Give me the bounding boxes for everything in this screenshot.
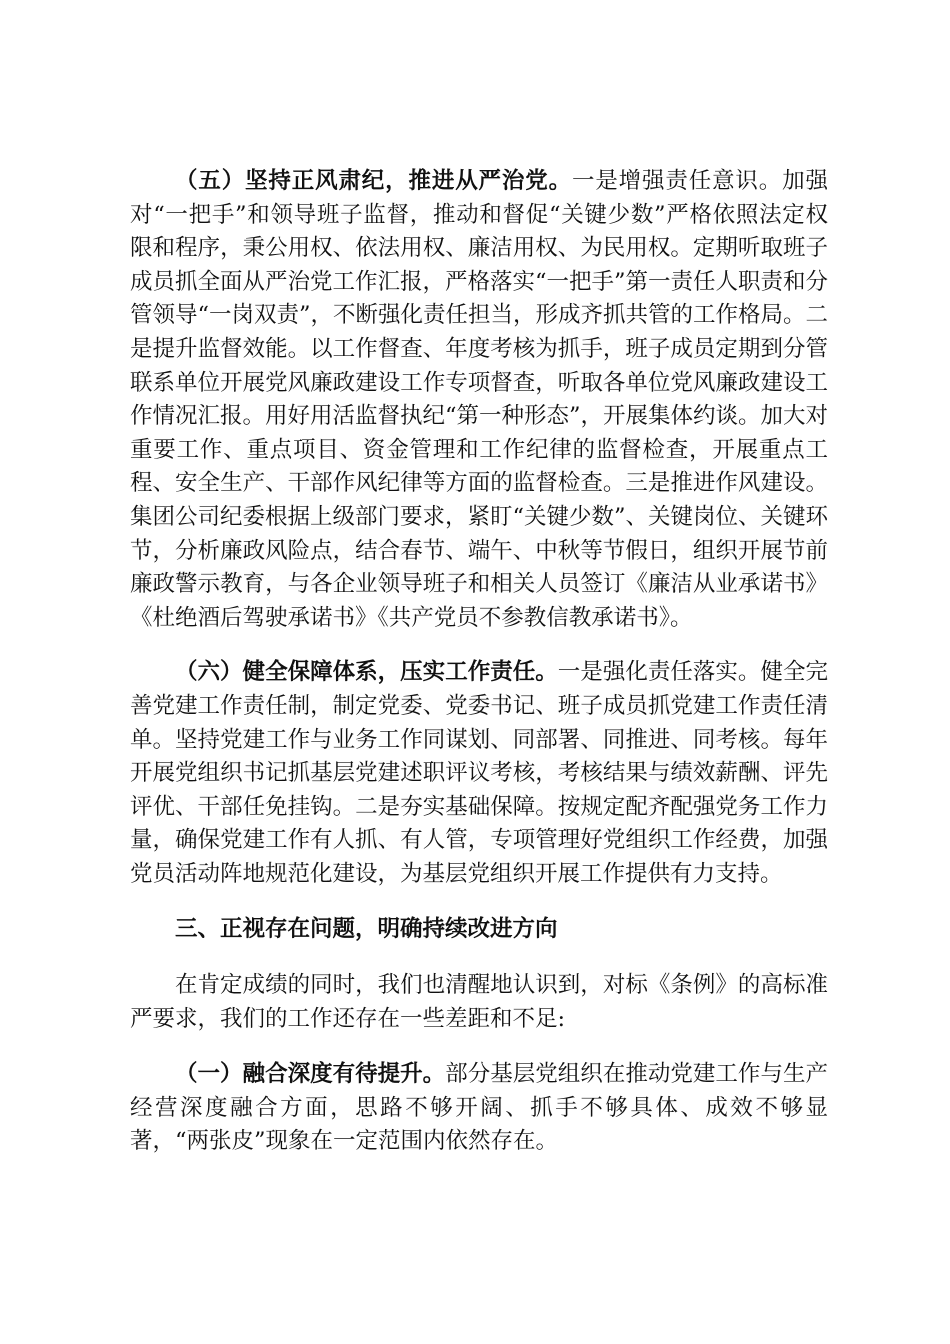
paragraph-five-body: 一是增强责任意识。加强对“一把手”和领导班子监督，推动和督促“关键少数”严格依照法定权限和程序，秉公用权、依法用权、廉洁用权、为民用权。定期听取班子成员抓全面从严治党工作汇报，严格落实“一把手”第一责任人职责和分管领导“一岗双责”，不断强化责任担当，形成齐抓共管的工作格局。二是提升监督效能。以工作督查、年度考核为抓手，班子成员定期到分管联系单位开展党风廉政建设工作专项督查，听取各单位党风廉政建设工作情况汇报。用好用活监督执纪“第一种形态”，开展集体约谈。加大对重要工作、重点项目、资金管理和工作纪律的监督检查，开展重点工程、安全生产、干部作风纪律等方面的监督检查。三是推进作风建设。集团公司纪委根据上级部门要求，紧盯“关键少数”、关键岗位、关键环节，分析廉政风险点，结合春节、端午、中秋等节假日，组织开展节前廉政警示教育，与各企业领导班子和相关人员签订《廉洁从业承诺书》《杜绝酒后驾驶承诺书》《共产党员不参教信教承诺书》。 xyxy=(130,168,829,631)
paragraph-six-body: 一是强化责任落实。健全完善党建工作责任制，制定党委、党委书记、班子成员抓党建工作责任清单。坚持党建工作与业务工作同谋划、同部署、同推进、同考核。每年开展党组织书记抓基层党建述职评议考核，考核结果与绩效薪酬、评先评优、干部任免挂钩。二是夯实基础保障。按规定配齐配强党务工作力量，确保党建工作有人抓、有人管，专项管理好党组织工作经费，加强党员活动阵地规范化建设，为基层党组织开展工作提供有力支持。 xyxy=(130,659,828,887)
paragraph-item-one xyxy=(130,1058,828,1159)
paragraph-five-lead: （五）坚持正风肃纪，推进从严治党。 xyxy=(175,168,572,194)
section-heading: 三、正视存在问题，明确持续改进方向 xyxy=(175,916,558,943)
document-page xyxy=(130,165,828,1181)
paragraph-five xyxy=(130,165,828,635)
paragraph-six-lead: （六）健全保障体系，压实工作责任。 xyxy=(175,659,558,686)
paragraph-item-one-lead: （一）融合深度有待提升。 xyxy=(175,1061,446,1088)
intro-paragraph: 在肯定成绩的同时，我们也清醒地认识到，对标《条例》的高标准严要求，我们的工作还存在一些差距和不足: xyxy=(130,972,828,1032)
paragraph-six xyxy=(130,656,828,891)
paragraph-item-one-body: 部分基层党组织在推动党建工作与生产经营深度融合方面，思路不够开阔、抓手不够具体、成效不够显著，“两张皮”现象在一定范围内依然存在。 xyxy=(130,1061,828,1155)
